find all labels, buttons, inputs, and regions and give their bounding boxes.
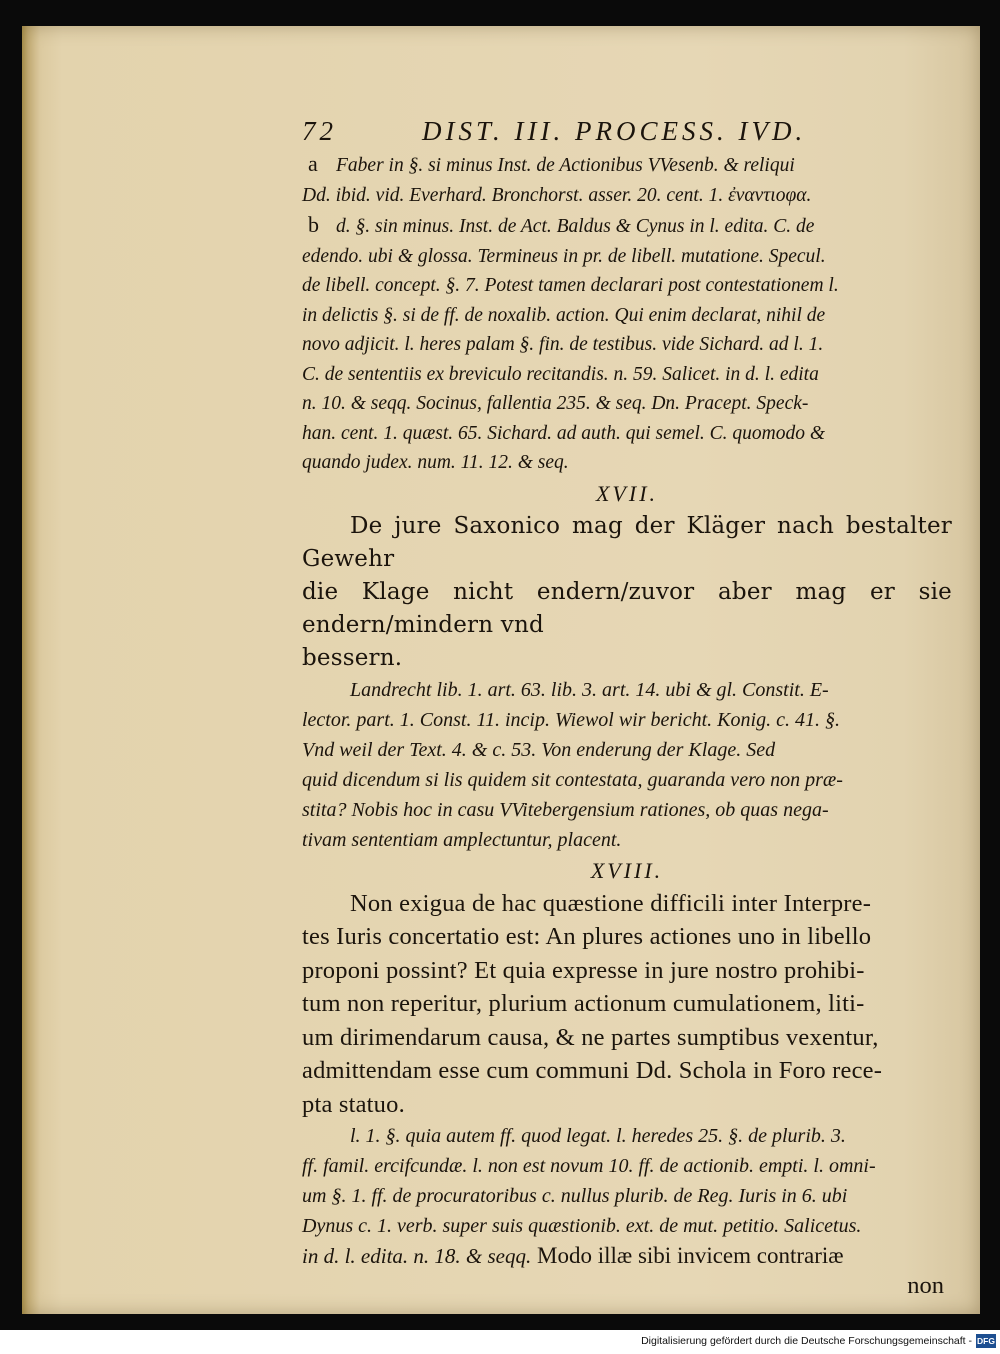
thesis-line: pta statuo. <box>302 1090 405 1118</box>
footnote-line: edendo. ubi & glossa. Termineus in pr. de libell. mutatione. Specul. <box>302 245 826 267</box>
thesis-xvii <box>302 510 952 675</box>
page-number: 72 <box>302 116 337 146</box>
body-roman-part: Modo illæ sibi invicem contrariæ <box>531 1243 844 1268</box>
citation-italic-part: in d. l. edita. n. 18. & seqq. <box>302 1244 532 1268</box>
footnote-line: n. 10. & seqq. Socinus, fallentia 235. & seq. Dn. Pracept. Speck- <box>302 393 809 414</box>
citation-line: quid dicendum si lis quidem sit contestata, guaranda vero non præ- <box>302 768 843 791</box>
footnote-line: han. cent. 1. quæst. 65. Sichard. ad auth. qui semel. C. quomodo & <box>302 422 826 444</box>
footnote-marker: b <box>308 212 319 237</box>
footnote-line: novo adjicit. l. heres palam §. fin. de testibus. vide Sichard. ad l. 1. <box>302 334 824 355</box>
digitization-footer <box>0 1330 1000 1354</box>
catchword: non <box>907 1272 944 1299</box>
citation-line: Vnd weil der Text. 4. & c. 53. Von enderung der Klage. Sed <box>302 738 776 761</box>
footnote-line <box>302 149 952 181</box>
thesis-line: um dirimendarum causa, & ne partes sumptibus vexentur, <box>302 1023 879 1051</box>
citation-line: stita? Nobis hoc in casu VVitebergensium rationes, ob quas nega- <box>302 798 829 821</box>
section-number-xviii: XVIII. <box>590 857 664 883</box>
footnote-line: quando judex. num. 11. 12. & seq. <box>302 452 569 473</box>
citation-line <box>302 1241 952 1271</box>
citation-line: Landrecht lib. 1. art. 63. lib. 3. art. 14. ubi & gl. Constit. E- <box>350 678 829 701</box>
thesis-line: De jure Saxonico mag der Kläger nach bestalter Gewehr <box>302 512 952 572</box>
footnote-line: C. de sententiis ex breviculo recitandis. n. 59. Salicet. in d. l. edita <box>302 363 819 385</box>
footnote-b <box>302 210 952 478</box>
footnote-text: Faber in §. si minus Inst. de Actionibus VVesenb. & reliqui <box>336 155 795 176</box>
citation-line: tivam sententiam amplectuntur, placent. <box>302 828 622 851</box>
citation-line: um §. 1. ff. de procuratoribus c. nullus plurib. de Reg. Iuris in 6. ubi <box>302 1185 848 1207</box>
funding-credit: Digitalisierung gefördert durch die Deutsche Forschungsgemeinschaft - <box>641 1335 972 1347</box>
page-header <box>302 116 952 147</box>
footnote-line <box>302 210 952 242</box>
citation-line: l. 1. §. quia autem ff. quod legat. l. heredes 25. §. de plurib. 3. <box>350 1125 846 1147</box>
footnote-line: de libell. concept. §. 7. Potest tamen declarari post contestationem l. <box>302 275 839 296</box>
thesis-line: Non exigua de hac quæstione difficili inter Interpre- <box>350 889 872 917</box>
citation-line: Dynus c. 1. verb. super suis quæstionib. ext. de mut. petitio. Salicetus. <box>302 1215 862 1237</box>
citation-line: lector. part. 1. Const. 11. incip. Wiewol wir bericht. Konig. c. 41. §. <box>302 708 840 731</box>
running-head: DIST. III. PROCESS. IVD. <box>422 116 807 146</box>
footnote-marker: a <box>308 151 318 176</box>
citation-xviii <box>302 1121 952 1301</box>
dfg-logo: DFG <box>977 1336 995 1346</box>
section-number-xvii: XVII. <box>595 480 659 506</box>
thesis-line: admittendam esse cum communi Dd. Schola in Foro rece- <box>302 1057 883 1084</box>
footnote-a <box>302 149 952 210</box>
thesis-line: proponi possint? Et quia expresse in jure nostro prohibi- <box>302 956 865 984</box>
thesis-line: tes Iuris concertatio est: An plures actiones uno in libello <box>302 923 872 950</box>
page-text-block <box>302 116 952 1301</box>
citation-xvii <box>302 675 952 855</box>
thesis-line: tum non reperitur, plurium actionum cumulationem, liti- <box>302 990 865 1017</box>
footnote-text: d. §. sin minus. Inst. de Act. Baldus & Cynus in l. edita. C. de <box>336 216 815 237</box>
footnote-line: in delictis §. si de ff. de noxalib. action. Qui enim declarat, nihil de <box>302 304 826 326</box>
thesis-line: die Klage nicht endern/zuvor aber mag er sie endern/mindern vnd <box>302 578 952 638</box>
thesis-xviii <box>302 887 952 1122</box>
citation-line: ff. famil. ercifcundæ. l. non est novum 10. ff. de actionib. empti. l. omni- <box>302 1155 876 1177</box>
book-page <box>22 26 980 1314</box>
thesis-line: bessern. <box>302 644 403 671</box>
footnote-line: Dd. ibid. vid. Everhard. Bronchorst. asser. 20. cent. 1. ἐναντιοφα. <box>302 184 812 206</box>
